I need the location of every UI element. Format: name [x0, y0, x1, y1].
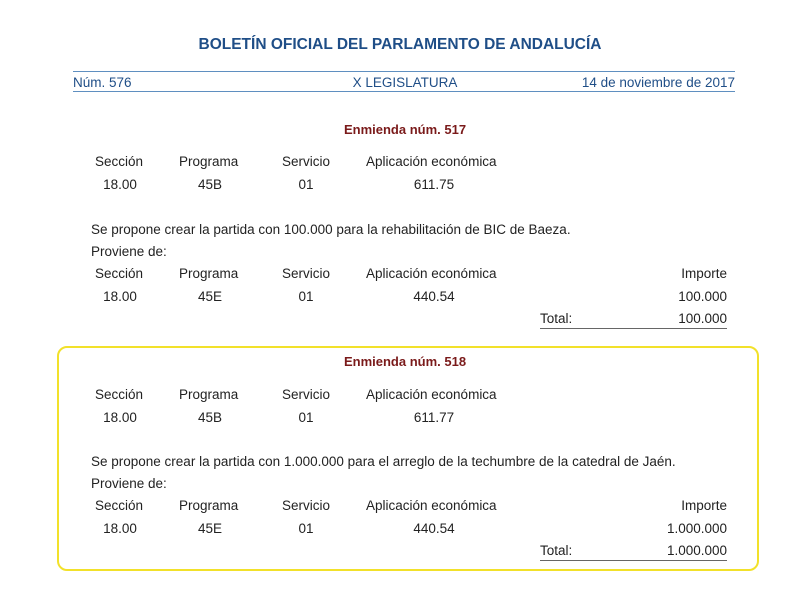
total-label: Total:	[540, 543, 573, 558]
amendment-title: Enmienda núm. 517	[343, 122, 467, 137]
amendment-title: Enmienda núm. 518	[343, 354, 467, 369]
origin-importe: 100.000	[678, 289, 727, 304]
col-seccion: Sección	[95, 387, 144, 402]
issue-number: Núm. 576	[73, 75, 132, 90]
origin-servicio: 01	[298, 289, 314, 304]
dest-seccion: 18.00	[103, 410, 137, 425]
origin-label: Proviene de:	[91, 244, 167, 259]
col-programa: Programa	[179, 498, 239, 513]
total-value: 1.000.000	[666, 543, 727, 558]
col-aplicacion: Aplicación económica	[366, 387, 497, 402]
origin-programa: 45E	[197, 289, 223, 304]
dest-aplicacion: 611.77	[413, 410, 455, 425]
header-top-rule	[73, 71, 735, 72]
col-seccion: Sección	[95, 266, 144, 281]
col-importe: Importe	[681, 498, 727, 513]
dest-programa: 45B	[197, 177, 223, 192]
origin-servicio: 01	[298, 521, 314, 536]
total-underline	[540, 560, 727, 561]
total-value: 100.000	[678, 311, 727, 326]
col-servicio: Servicio	[282, 387, 331, 402]
col-seccion: Sección	[95, 154, 144, 169]
col-aplicacion: Aplicación económica	[366, 266, 497, 281]
col-servicio: Servicio	[282, 154, 331, 169]
dest-seccion: 18.00	[103, 177, 137, 192]
origin-seccion: 18.00	[103, 521, 137, 536]
origin-importe: 1.000.000	[666, 521, 727, 536]
total-label: Total:	[540, 311, 573, 326]
dest-programa: 45B	[197, 410, 223, 425]
issue-date: 14 de noviembre de 2017	[581, 75, 735, 90]
dest-aplicacion: 611.75	[413, 177, 455, 192]
col-aplicacion: Aplicación económica	[366, 498, 497, 513]
col-programa: Programa	[179, 154, 239, 169]
dest-servicio: 01	[298, 410, 314, 425]
header-bottom-rule	[73, 91, 735, 92]
col-importe: Importe	[681, 266, 727, 281]
origin-seccion: 18.00	[103, 289, 137, 304]
amendment-description: Se propone crear la partida con 1.000.000 para el arreglo de la techumbre de la catedral de Jaén.	[91, 454, 676, 469]
origin-aplicacion: 440.54	[413, 289, 455, 304]
bulletin-title: BOLETÍN OFICIAL DEL PARLAMENTO DE ANDALUCÍA	[198, 36, 602, 53]
col-servicio: Servicio	[282, 266, 331, 281]
dest-servicio: 01	[298, 177, 314, 192]
origin-aplicacion: 440.54	[413, 521, 455, 536]
total-underline	[540, 328, 727, 329]
origin-programa: 45E	[197, 521, 223, 536]
col-aplicacion: Aplicación económica	[366, 154, 497, 169]
origin-label: Proviene de:	[91, 476, 167, 491]
legislature: X LEGISLATURA	[352, 75, 458, 90]
amendment-description: Se propone crear la partida con 100.000 para la rehabilitación de BIC de Baeza.	[91, 222, 571, 237]
col-seccion: Sección	[95, 498, 144, 513]
col-servicio: Servicio	[282, 498, 331, 513]
col-programa: Programa	[179, 266, 239, 281]
col-programa: Programa	[179, 387, 239, 402]
